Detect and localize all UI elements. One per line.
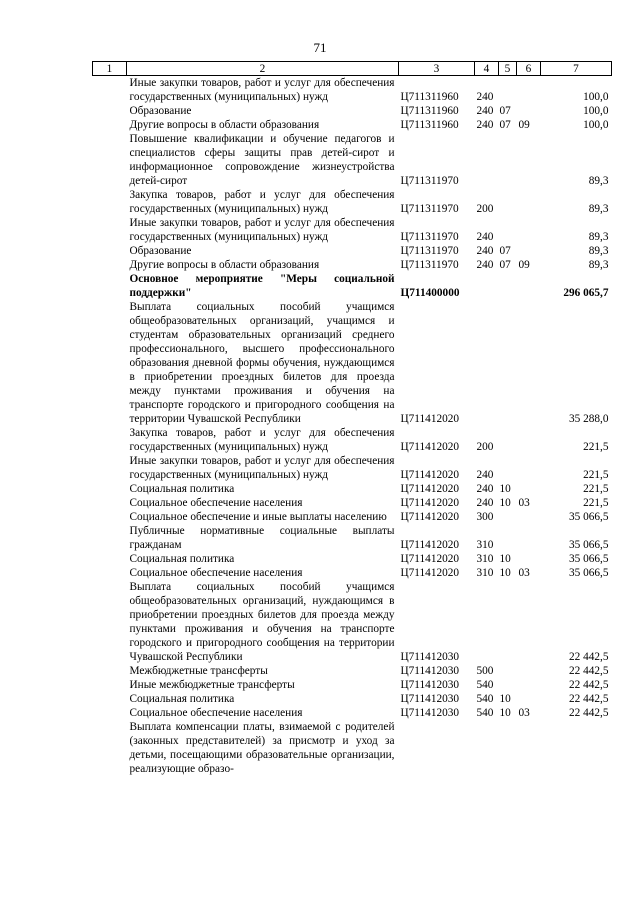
row-pr: [517, 188, 541, 216]
row-sum: 35 066,5: [568, 539, 609, 551]
row-number-cell: [93, 706, 127, 720]
row-vr: 240: [476, 231, 494, 243]
row-number-cell: [93, 454, 127, 482]
row-number-cell: [93, 244, 127, 258]
row-pr: [517, 482, 541, 496]
row-sum: 22 442,5: [568, 679, 609, 691]
table-row: [93, 524, 612, 552]
row-name: Социальное обеспечение населения: [129, 707, 303, 719]
row-rz: [499, 272, 517, 300]
row-pr: [517, 524, 541, 552]
table-body: [93, 76, 612, 777]
row-pr: [517, 580, 541, 664]
row-vr: 310: [476, 553, 494, 565]
table-row: [93, 118, 612, 132]
row-vr: [475, 272, 499, 300]
table-row: [93, 300, 612, 426]
row-pr: [517, 720, 541, 776]
table-row: [93, 216, 612, 244]
row-number-cell: [93, 566, 127, 580]
row-sum: 22 442,5: [568, 651, 609, 663]
row-name: Основное мероприятие "Меры социальной поддержки": [129, 273, 395, 299]
row-number-cell: [93, 678, 127, 692]
row-rz: 07: [499, 105, 511, 117]
row-name: Другие вопросы в области образования: [129, 259, 320, 271]
row-sum: 35 066,5: [568, 567, 609, 579]
row-number-cell: [93, 300, 127, 426]
row-code: Ц711412030: [400, 707, 460, 719]
row-name: Социальная политика: [129, 693, 235, 705]
table-row: [93, 566, 612, 580]
row-code: Ц711412020: [400, 483, 460, 495]
row-rz: [499, 454, 517, 482]
row-code: Ц711311970: [400, 259, 459, 271]
row-number-cell: [93, 132, 127, 188]
row-number-cell: [93, 426, 127, 454]
header-col-7: 7: [541, 62, 612, 76]
row-code: Ц711412020: [400, 539, 460, 551]
row-name: Иные закупки товаров, работ и услуг для обеспечения государственных (муниципальных) нужд: [129, 217, 395, 243]
row-number-cell: [93, 720, 127, 776]
row-pr: 03: [518, 497, 530, 509]
table-row: [93, 426, 612, 454]
row-rz: [499, 76, 517, 105]
row-name: Публичные нормативные социальные выплаты гражданам: [129, 525, 395, 551]
page-number: 71: [313, 40, 327, 55]
row-sum: 100,0: [583, 91, 609, 103]
row-number-cell: [93, 580, 127, 664]
row-vr: [475, 720, 499, 776]
table-row: [93, 104, 612, 118]
row-sum: 221,5: [583, 497, 609, 509]
row-sum: 35 288,0: [568, 413, 609, 425]
row-name: Социальная политика: [129, 483, 235, 495]
row-rz: [499, 300, 517, 426]
row-code: Ц711412020: [400, 497, 460, 509]
row-pr: [517, 76, 541, 105]
row-vr: [475, 132, 499, 188]
row-name: Социальное обеспечение населения: [129, 567, 303, 579]
row-pr: [517, 216, 541, 244]
row-code: Ц711311970: [400, 245, 459, 257]
table-row: [93, 510, 612, 524]
table-row: [93, 76, 612, 105]
row-sum: 89,3: [588, 231, 609, 243]
table-row: [93, 244, 612, 258]
row-number-cell: [93, 496, 127, 510]
row-vr: 240: [476, 105, 494, 117]
row-rz: 07: [499, 245, 511, 257]
row-name: Межбюджетные трансферты: [129, 665, 268, 677]
row-pr: [517, 104, 541, 118]
row-name: Другие вопросы в области образования: [129, 119, 320, 131]
row-sum: 35 066,5: [568, 553, 609, 565]
row-number-cell: [93, 118, 127, 132]
row-vr: 240: [476, 497, 494, 509]
row-code: Ц711311960: [400, 91, 459, 103]
row-rz: [499, 664, 517, 678]
row-vr: 500: [476, 665, 494, 677]
row-sum: 35 066,5: [568, 511, 609, 523]
header-col-5: 5: [499, 62, 517, 76]
table-row: [93, 482, 612, 496]
row-pr: 03: [518, 707, 530, 719]
row-number-cell: [93, 258, 127, 272]
row-code: Ц711412020: [400, 469, 460, 481]
row-sum: 89,3: [588, 175, 609, 187]
row-vr: 240: [476, 469, 494, 481]
row-number-cell: [93, 272, 127, 300]
row-number-cell: [93, 76, 127, 105]
row-code: Ц711311970: [400, 231, 459, 243]
row-number-cell: [93, 524, 127, 552]
row-pr: 03: [518, 567, 530, 579]
row-rz: [499, 216, 517, 244]
row-code: Ц711412020: [400, 567, 460, 579]
table-row: [93, 692, 612, 706]
row-rz: [499, 510, 517, 524]
row-code: Ц711412020: [400, 413, 460, 425]
row-pr: [517, 692, 541, 706]
row-sum: 296 065,7: [563, 287, 609, 299]
row-pr: [517, 272, 541, 300]
table-row: [93, 552, 612, 566]
row-vr: 240: [476, 119, 494, 131]
header-col-4: 4: [475, 62, 499, 76]
row-name: Иные закупки товаров, работ и услуг для обеспечения государственных (муниципальных) нужд: [129, 455, 395, 481]
row-sum: 22 442,5: [568, 707, 609, 719]
row-number-cell: [93, 216, 127, 244]
row-name: Социальное обеспечение населения: [129, 497, 303, 509]
row-number-cell: [93, 188, 127, 216]
row-vr: 200: [476, 441, 494, 453]
row-code: Ц711412030: [400, 679, 460, 691]
row-code: Ц711412030: [400, 665, 460, 677]
row-pr: [517, 426, 541, 454]
row-code: Ц711311960: [400, 119, 459, 131]
row-number-cell: [93, 552, 127, 566]
row-pr: [517, 510, 541, 524]
header-col-3: 3: [399, 62, 475, 76]
row-sum: 100,0: [583, 119, 609, 131]
row-code: Ц711311960: [400, 105, 459, 117]
row-vr: 200: [476, 203, 494, 215]
row-name: Иные межбюджетные трансферты: [129, 679, 295, 691]
table-row: [93, 272, 612, 300]
row-pr: [517, 664, 541, 678]
header-col-1: 1: [93, 62, 127, 76]
row-name: Закупка товаров, работ и услуг для обеспечения государственных (муниципальных) нужд: [129, 189, 395, 215]
row-vr: 240: [476, 91, 494, 103]
table-row: [93, 678, 612, 692]
row-rz: 10: [499, 553, 511, 565]
row-code: Ц711311970: [400, 175, 459, 187]
row-sum: 89,3: [588, 259, 609, 271]
row-code: Ц711412020: [400, 441, 460, 453]
row-pr: [517, 132, 541, 188]
header-row: [93, 62, 612, 76]
table-row: [93, 454, 612, 482]
table-row: [93, 664, 612, 678]
row-number-cell: [93, 664, 127, 678]
row-code: [399, 720, 475, 776]
row-pr: [517, 454, 541, 482]
row-code: Ц711412030: [400, 651, 460, 663]
row-vr: 540: [476, 707, 494, 719]
row-rz: [499, 132, 517, 188]
row-sum: [541, 720, 612, 776]
table-row: [93, 720, 612, 776]
row-code: Ц711412020: [400, 553, 460, 565]
row-sum: 100,0: [583, 105, 609, 117]
budget-table: [92, 61, 612, 776]
row-name: Образование: [129, 105, 192, 117]
row-pr: [517, 552, 541, 566]
row-sum: 221,5: [583, 441, 609, 453]
row-code: Ц711311970: [400, 203, 459, 215]
row-name: Социальное обеспечение и иные выплаты населению: [129, 511, 387, 523]
row-rz: 10: [499, 567, 511, 579]
row-rz: [499, 524, 517, 552]
row-name: Иные закупки товаров, работ и услуг для обеспечения государственных (муниципальных) нужд: [129, 77, 395, 103]
row-pr: 09: [518, 259, 530, 271]
row-code: Ц711412030: [400, 693, 460, 705]
row-number-cell: [93, 104, 127, 118]
row-rz: 07: [499, 259, 511, 271]
row-rz: 07: [499, 119, 511, 131]
row-name: Социальная политика: [129, 553, 235, 565]
row-number-cell: [93, 482, 127, 496]
row-rz: [499, 720, 517, 776]
row-name: Выплата социальных пособий учащимся общеобразовательных организаций, учащимся и студентам образовательных организаций среднего профессионального, высшего профессионального образования дневной формы обучения, нуждающимся в приобретении проездных билетов для проезда между пунктами проживания и обучения на транспорте городского и пригородного сообщения на территории Чувашской Республики: [129, 301, 395, 425]
row-vr: [475, 580, 499, 664]
row-sum: 22 442,5: [568, 665, 609, 677]
row-vr: 310: [476, 539, 494, 551]
row-number-cell: [93, 692, 127, 706]
row-vr: 240: [476, 259, 494, 271]
row-code: Ц711400000: [400, 287, 460, 299]
row-name: Выплата социальных пособий учащимся общеобразовательных организаций, нуждающимся в приобретении проездных билетов для проезда между пунктами проживания и обучения на транспорте городского и пригородного сообщения на территории Чувашской Республики: [129, 581, 395, 663]
row-vr: 540: [476, 679, 494, 691]
row-sum: 89,3: [588, 203, 609, 215]
row-rz: 10: [499, 707, 511, 719]
table-row: [93, 706, 612, 720]
row-vr: 310: [476, 567, 494, 579]
table-row: [93, 580, 612, 664]
row-rz: 10: [499, 693, 511, 705]
row-vr: 240: [476, 483, 494, 495]
row-name: Выплата компенсации платы, взимаемой с родителей (законных представителей) за присмотр и уход за детьми, посещающими образовательные организации, реализующие образо-: [129, 721, 395, 775]
row-rz: [499, 678, 517, 692]
row-sum: 221,5: [583, 483, 609, 495]
row-vr: 540: [476, 693, 494, 705]
row-number-cell: [93, 510, 127, 524]
row-vr: 300: [476, 511, 494, 523]
table-row: [93, 258, 612, 272]
row-pr: 09: [518, 119, 530, 131]
row-pr: [517, 244, 541, 258]
row-sum: 221,5: [583, 469, 609, 481]
row-rz: 10: [499, 497, 511, 509]
row-rz: [499, 188, 517, 216]
row-name: Повышение квалификации и обучение педагогов и специалистов сферы защиты прав детей-сирот и информационное сопровождение жизнеустройства детей-сирот: [129, 133, 395, 187]
table-row: [93, 132, 612, 188]
header-col-2: 2: [127, 62, 399, 76]
row-pr: [517, 300, 541, 426]
table-row: [93, 188, 612, 216]
row-sum: 89,3: [588, 245, 609, 257]
row-vr: [475, 300, 499, 426]
row-pr: [517, 678, 541, 692]
row-sum: 22 442,5: [568, 693, 609, 705]
row-code: Ц711412020: [400, 511, 460, 523]
row-name: Образование: [129, 245, 192, 257]
header-col-6: 6: [517, 62, 541, 76]
table-row: [93, 496, 612, 510]
row-name: Закупка товаров, работ и услуг для обеспечения государственных (муниципальных) нужд: [129, 427, 395, 453]
row-rz: [499, 426, 517, 454]
row-rz: 10: [499, 483, 511, 495]
row-vr: 240: [476, 245, 494, 257]
row-rz: [499, 580, 517, 664]
